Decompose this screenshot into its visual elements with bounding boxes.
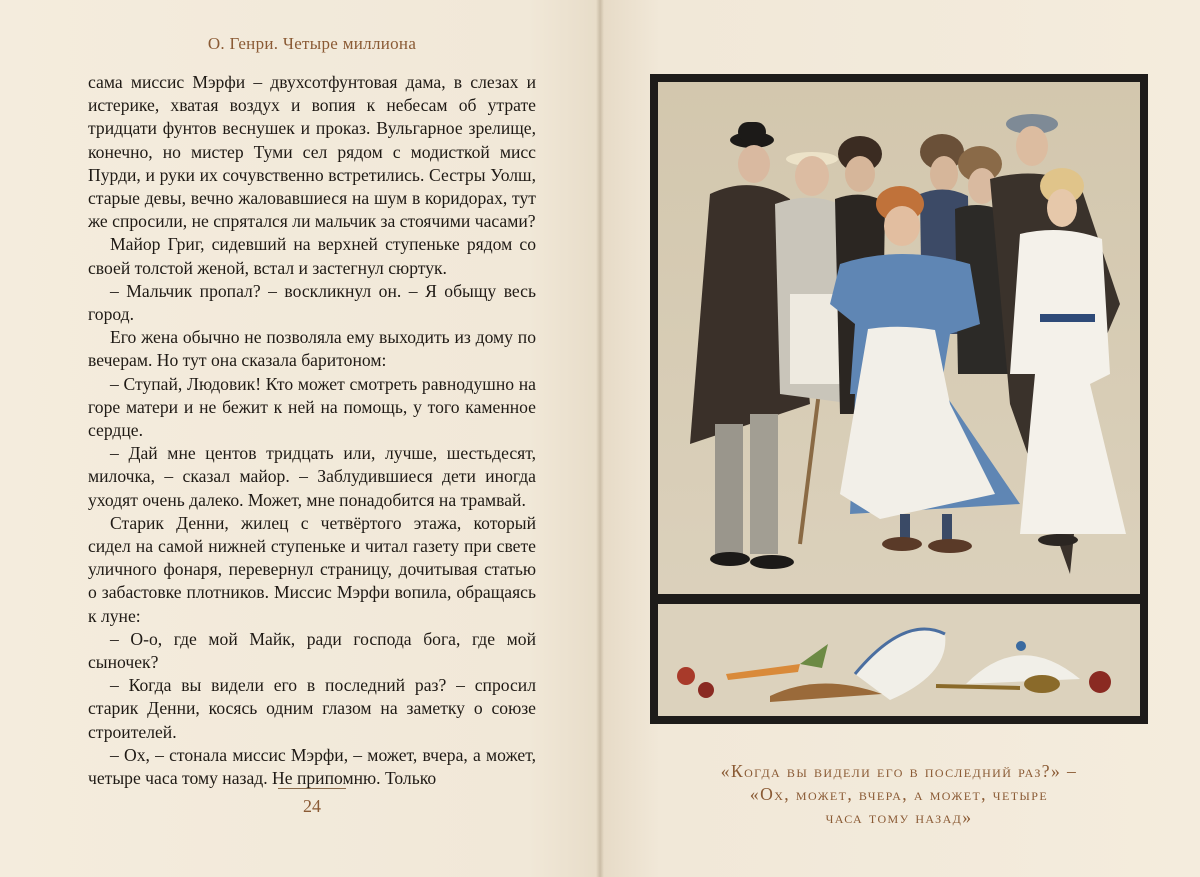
paragraph: Его жена обычно не позволяла ему выходить из дому по вечерам. Но тут она сказала баритоном: bbox=[88, 327, 536, 371]
illustration-caption bbox=[650, 760, 1148, 829]
running-head: О. Генри. Четыре миллиона bbox=[207, 34, 417, 53]
page-number: 24 bbox=[303, 796, 321, 816]
paragraph: Майор Григ, сидевший на верхней ступеньке рядом со своей толстой женой, встал и застегнул сюртук. bbox=[88, 234, 536, 278]
paragraph: – Мальчик пропал? – воскликнул он. – Я обыщу весь город. bbox=[88, 280, 536, 325]
body-text bbox=[88, 71, 536, 790]
paragraph: – Ступай, Людовик! Кто может смотреть равнодушно на горе матери и не бежит к ней на помощь, у того каменное сердце. bbox=[88, 373, 536, 441]
paragraph: Старик Денни, жилец с четвёртого этажа, который сидел на самой нижней ступеньке и читал газету при свете уличного фонаря, перевернул страницу, дочитывая статью о забастовке плотников. Миссис Мэрфи вопила, обращаясь к луне: bbox=[88, 512, 536, 626]
caption-line: «Ох, может, вчера, а может, четыре bbox=[749, 784, 1049, 804]
folio-rule bbox=[278, 788, 346, 789]
paragraph: сама миссис Мэрфи – двухсотфунтовая дама, в слезах и истерике, хватая воздух и вопия к небесам об утрате тридцати фунтов веснушек и проказ. Вульгарное зрелище, конечно, но мистер Туми сел рядом с модисткой мисс Пурди, и руки их сочувственно встретились. Сестры Уолш, старые девы, вечно жаловавшиеся на шум в коридорах, тут же спросили, не спрятался ли мальчик за стоячими часами? bbox=[88, 72, 536, 232]
paragraph: – О-о, где мой Майк, ради господа бога, где мой сыночек? bbox=[88, 628, 536, 673]
paragraph: – Дай мне центов тридцать или, лучше, шестьдесят, милочка, – сказал майор. – Заблудившиеся дети иногда уходят очень далеко. Может, мне понадобится на трамвай. bbox=[88, 443, 536, 510]
paragraph: – Когда вы видели его в последний раз? – спросил старик Денни, косясь одним глазом на заметку о союзе строителей. bbox=[88, 675, 536, 742]
paragraph: – Ох, – стонала миссис Мэрфи, – может, вчера, а может, четыре часа тому назад. Не припомню. Только bbox=[88, 744, 536, 789]
caption-line: часа тому назад» bbox=[825, 807, 973, 827]
book-spine bbox=[596, 0, 604, 877]
caption-line: «Когда вы видели его в последний раз?» – bbox=[720, 761, 1078, 781]
illustration-drawing bbox=[650, 74, 1148, 724]
illustration bbox=[650, 74, 1148, 724]
